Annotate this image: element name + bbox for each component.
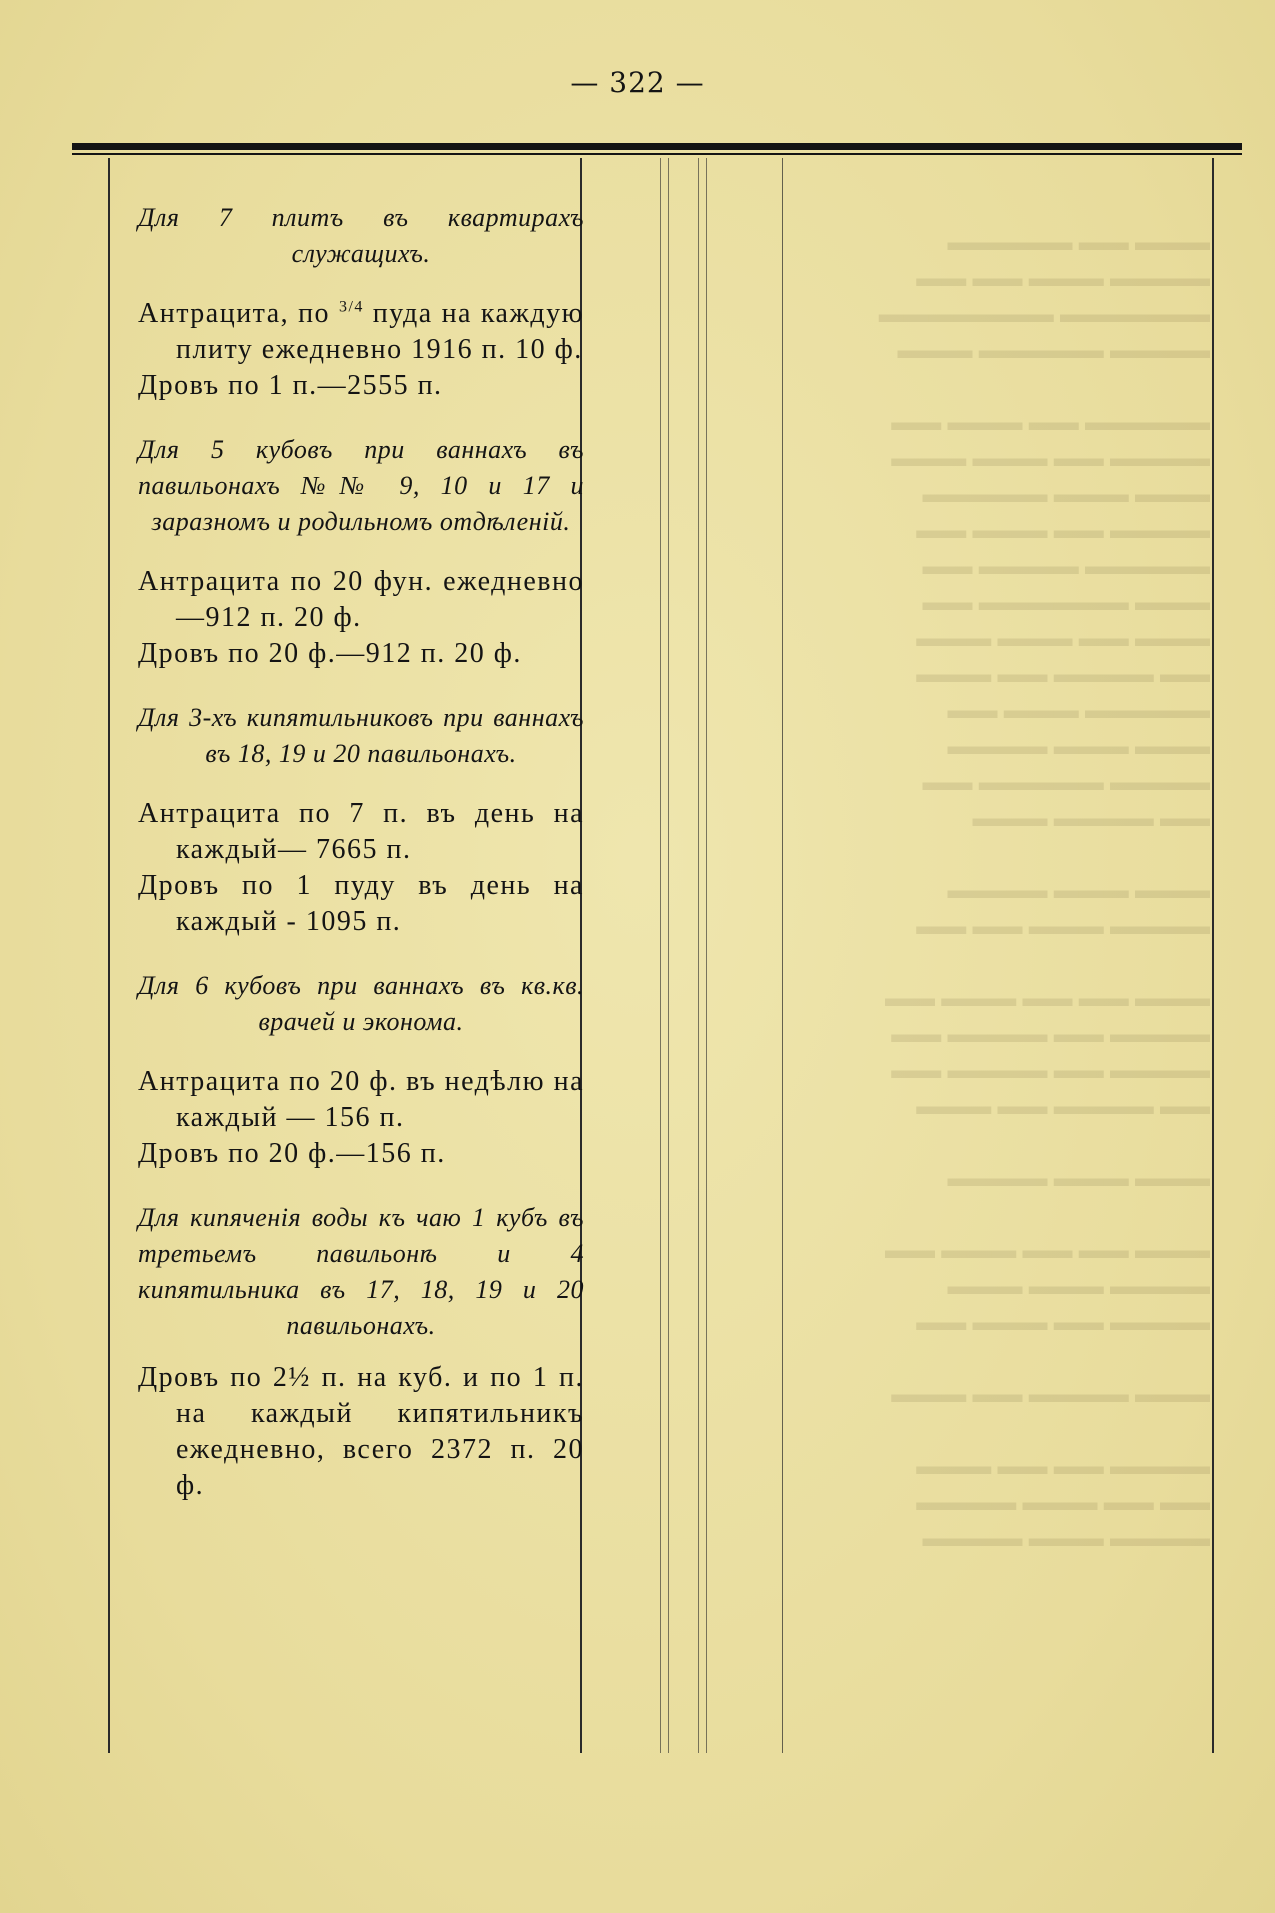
section-heading: Для 6 кубовъ при ваннахъ въ кв.кв. врачей и эконома. (138, 971, 584, 1036)
column-line (698, 158, 699, 1753)
top-rule (72, 143, 1242, 150)
section-line: Дровъ по 20 ф.—156 п. (138, 1138, 446, 1169)
section-line: Антрацита, по $^{3/4}$ пуда на каждую плиту ежедневно 1916 п. 10 ф. (138, 298, 584, 365)
section-line: Дровъ по 20 ф.—912 п. 20 ф. (138, 638, 522, 669)
column-line (660, 158, 661, 1753)
section (138, 200, 584, 404)
page-number: — 322 — (570, 66, 705, 99)
section (138, 700, 584, 940)
top-rule-thin (72, 153, 1242, 155)
section (138, 1200, 584, 1504)
column-line (706, 158, 707, 1753)
section (138, 968, 584, 1172)
column-line (668, 158, 669, 1753)
section-line: Дровъ по 1 п.—2555 п. (138, 370, 443, 401)
section-line: Дровъ по 2½ п. на куб. и по 1 п. на каждый кипятильникъ ежедневно, всего 2372 п. 20 ф. (138, 1362, 584, 1501)
bleed-through-texture: ▬▬▬ ▬▬ ▬▬▬▬▬ ▬▬▬▬ ▬▬▬ ▬▬ ▬▬ ▬▬▬▬▬▬ ▬▬▬▬▬▬▬ ▬▬▬▬ ▬▬▬▬▬ ▬▬▬ ▬▬▬▬▬ ▬▬ ▬▬▬ ▬▬ ▬▬▬▬ ▬▬ ▬▬▬ ▬▬▬ ▬▬▬ ▬▬▬ ▬▬▬▬▬ ▬▬▬▬ ▬▬ ▬▬▬ ▬▬ ▬▬▬▬▬ ▬▬▬▬ ▬▬ ▬▬▬ ▬▬▬▬▬▬ ▬▬ ▬▬▬ ▬▬ ▬▬▬ ▬▬▬ ▬▬ ▬▬▬▬ ▬▬ ▬▬▬ ▬▬▬▬▬ ▬▬▬ ▬▬ ▬▬▬ ▬▬▬ ▬▬▬▬ ▬▬▬▬ ▬▬▬▬▬ ▬▬ ▬▬ ▬▬▬▬ ▬▬▬ ▬▬▬ ▬▬▬ ▬▬▬▬ ▬▬▬▬ ▬▬▬ ▬▬ ▬▬ ▬▬▬ ▬▬ ▬▬ ▬▬▬ ▬▬ ▬▬▬▬ ▬▬ ▬▬▬▬ ▬▬ ▬▬▬▬ ▬▬ ▬▬▬▬ ▬▬ ▬▬ ▬▬▬▬ ▬▬ ▬▬▬ ▬▬▬ ▬▬▬ ▬▬▬▬ ▬▬▬ ▬▬ ▬▬ ▬▬▬ ▬▬ ▬▬▬▬ ▬▬▬ ▬▬▬ ▬▬▬▬ ▬▬ ▬▬▬ ▬▬ ▬▬▬ ▬▬▬▬ ▬▬ ▬▬▬ ▬▬▬▬ ▬▬ ▬▬ ▬▬▬ ▬▬ ▬▬ ▬▬▬ ▬▬▬▬ ▬▬▬▬ ▬▬▬ ▬▬▬▬ (878, 229, 1210, 1552)
section-heading: Для 3-хъ кипятильниковъ при ваннахъ въ 18, 19 и 20 павильонахъ. (138, 703, 584, 768)
section-line: Антрацита по 20 ф. въ недѣлю на каждый — 156 п. (138, 1066, 584, 1133)
section-heading: Для 7 плитъ въ квартирахъ служащихъ. (138, 203, 584, 268)
fraction: 3/4 (338, 298, 364, 316)
section-heading: Для кипяченiя воды къ чаю 1 кубъ въ третьемъ павильонѣ и 4 кипятильника въ 17, 18, 19 и 20 павильонахъ. (138, 1203, 584, 1340)
section-line: Антрацита по 20 фун. ежедневно—912 п. 20 ф. (138, 566, 584, 633)
text-column (138, 200, 584, 1532)
section (138, 432, 584, 672)
section-heading: Для 5 кубовъ при ваннахъ въ павильонахъ №№ 9, 10 и 17 и заразномъ и родильномъ отдѣленiй. (138, 435, 584, 536)
section-line: Дровъ по 1 пуду въ день на каждый - 1095 п. (138, 870, 584, 937)
section-line: Антрацита по 7 п. въ день на каждый— 7665 п. (138, 798, 584, 865)
column-line-right (1212, 158, 1214, 1753)
column-line-left (108, 158, 110, 1753)
